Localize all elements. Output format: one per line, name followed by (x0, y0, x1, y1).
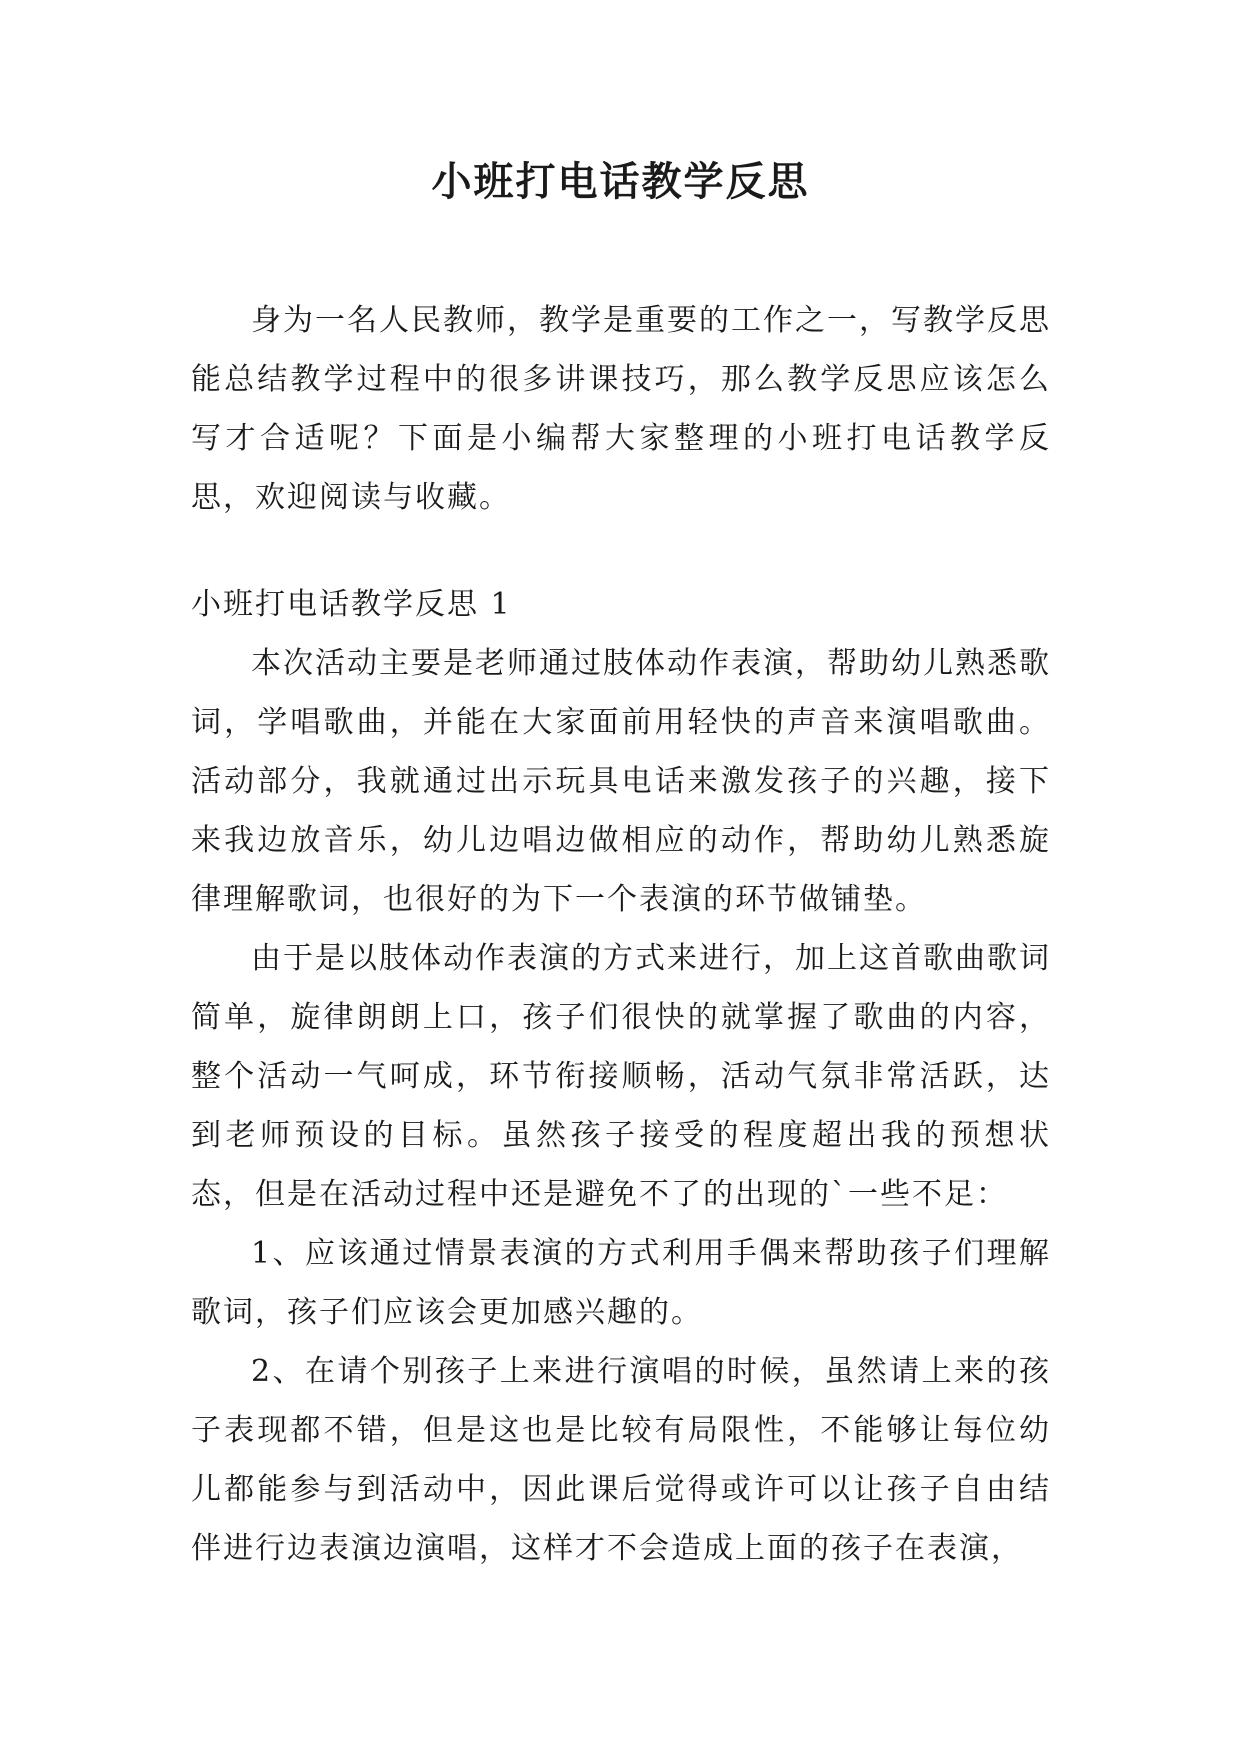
body-paragraph: 2、在请个别孩子上来进行演唱的时候，虽然请上来的孩子表现都不错，但是这也是比较有局限性，不能够让每位幼儿都能参与到活动中，因此课后觉得或许可以让孩子自由结伴进行边表演边演唱，这样才不会造成上面的孩子在表演， (191, 1354, 1051, 1566)
intro-paragraph: 身为一名人民教师，教学是重要的工作之一，写教学反思能总结教学过程中的很多讲课技巧，那么教学反思应该怎么写才合适呢？下面是小编帮大家整理的小班打电话教学反思，欢迎阅读与收藏。 (191, 303, 1051, 515)
document-body (191, 291, 1051, 1578)
body-paragraph: 1、应该通过情景表演的方式利用手偶来帮助孩子们理解歌词，孩子们应该会更加感兴趣的。 (191, 1236, 1051, 1330)
section-heading: 小班打电话教学反思 1 (191, 587, 512, 622)
body-paragraph: 本次活动主要是老师通过肢体动作表演，帮助幼儿熟悉歌词，学唱歌曲，并能在大家面前用轻快的声音来演唱歌曲。活动部分，我就通过出示玩具电话来激发孩子的兴趣，接下来我边放音乐，幼儿边唱边做相应的动作，帮助幼儿熟悉旋律理解歌词，也很好的为下一个表演的环节做铺垫。 (191, 646, 1051, 917)
body-paragraph: 由于是以肢体动作表演的方式来进行，加上这首歌曲歌词简单，旋律朗朗上口，孩子们很快的就掌握了歌曲的内容，整个活动一气呵成，环节衔接顺畅，活动气氛非常活跃，达到老师预设的目标。虽然孩子接受的程度超出我的预想状态，但是在活动过程中还是避免不了的出现的`一些不足： (191, 941, 1051, 1212)
document-title: 小班打电话教学反思 (431, 158, 810, 205)
